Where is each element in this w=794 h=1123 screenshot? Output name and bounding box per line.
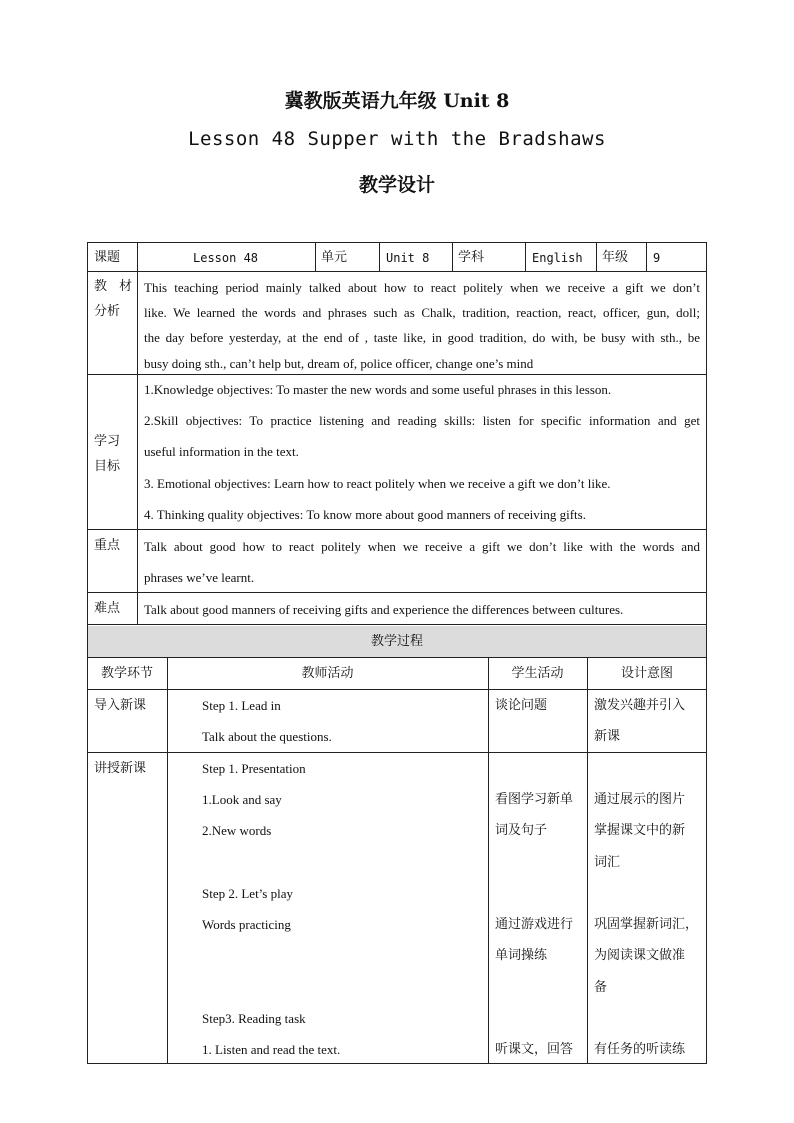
difficulties-text: Talk about good manners of receiving gifts and experience the differences between cultures. [144, 602, 624, 617]
unit-value: Unit 8 [386, 251, 430, 265]
analysis-label: 教 材 [94, 279, 137, 294]
unit-label: 单元 [321, 250, 348, 265]
document-title: 冀教版英语九年级 Unit 8 [284, 90, 510, 112]
key-points-label: 重点 [94, 538, 121, 553]
teacher-activity: Words practicing [202, 917, 291, 932]
teacher-activity: 1.Look and say [202, 792, 282, 807]
objective-line: 2.Skill objectives: To practice listening and reading skills: listen for specific information and get [144, 413, 700, 428]
design-intent: 通过展示的图片 [594, 792, 686, 807]
student-activity: 听课文，回答 [495, 1042, 574, 1057]
topic-value: Lesson 48 [193, 251, 259, 265]
analysis-line: This teaching period mainly talked about how to react politely when we receive a gift we don’t [144, 280, 700, 295]
analysis-label-2: 分析 [94, 304, 121, 319]
objectives-label-2: 目标 [94, 459, 121, 474]
subject-label: 学科 [458, 250, 485, 265]
teacher-step: Step 1. Presentation [202, 761, 306, 776]
stage-intro: 导入新课 [94, 698, 147, 713]
design-intent: 备 [594, 980, 608, 995]
objective-line: useful information in the text. [144, 444, 299, 459]
document-subtitle: 教学设计 [358, 174, 435, 196]
teacher-activity: 1. Listen and read the text. [202, 1042, 341, 1057]
objective-line: 3. Emotional objectives: Learn how to react politely when we receive a gift we don’t like. [144, 476, 611, 491]
grade-label: 年级 [602, 250, 629, 265]
objective-line: 4. Thinking quality objectives: To know more about good manners of receiving gifts. [144, 507, 586, 522]
column-header-intent: 设计意图 [620, 666, 673, 681]
subject-value: English [532, 251, 583, 265]
analysis-line: like. We learned the words and phrases such as Chalk, tradition, reaction, react, officer, gun, doll; [144, 305, 700, 320]
stage-new: 讲授新课 [94, 761, 147, 776]
student-activity: 单词操练 [495, 948, 548, 963]
grade-value: 9 [653, 251, 661, 265]
design-intent: 词汇 [594, 855, 621, 870]
design-intent: 巩固掌握新词汇， [594, 917, 699, 932]
objective-line: 1.Knowledge objectives: To master the new words and some useful phrases in this lesson. [144, 382, 612, 397]
design-intent: 掌握课文中的新 [594, 823, 686, 838]
objectives-label: 学习 [94, 434, 121, 449]
column-header-stage: 教学环节 [100, 666, 153, 681]
lesson-title: Lesson 48 Supper with the Bradshaws [188, 128, 606, 150]
key-points-line: Talk about good how to react politely when we receive a gift we don’t like with the words and [144, 539, 700, 554]
topic-label: 课题 [94, 250, 121, 265]
difficulties-label: 难点 [94, 601, 121, 616]
process-table [87, 625, 707, 1064]
design-intent: 激发兴趣并引入 [594, 698, 686, 713]
teacher-step: Step 2. Let’s play [202, 886, 293, 901]
student-activity: 词及句子 [495, 823, 548, 838]
process-heading: 教学过程 [370, 634, 423, 649]
teacher-step: Step3. Reading task [202, 1011, 306, 1026]
teacher-activity: 2.New words [202, 823, 272, 838]
student-activity: 看图学习新单 [495, 792, 574, 807]
info-table [87, 242, 707, 625]
design-intent: 新课 [594, 729, 621, 744]
analysis-line: busy doing sth., can’t help but, dream of, police officer, change one’s mind [144, 356, 534, 371]
teacher-activity: Talk about the questions. [202, 729, 332, 744]
analysis-line: the day before yesterday, at the end of , taste like, in good tradition, do with, be busy with sth., be [144, 330, 700, 345]
student-activity: 谈论问题 [495, 698, 548, 713]
design-intent: 为阅读课文做准 [594, 948, 686, 963]
student-activity: 通过游戏进行 [495, 917, 574, 932]
teacher-activity: Step 1. Lead in [202, 698, 281, 713]
design-intent: 有任务的听读练 [594, 1042, 686, 1057]
column-header-teacher: 教师活动 [301, 666, 354, 681]
key-points-line: phrases we’ve learnt. [144, 570, 255, 585]
column-header-student: 学生活动 [511, 666, 564, 681]
